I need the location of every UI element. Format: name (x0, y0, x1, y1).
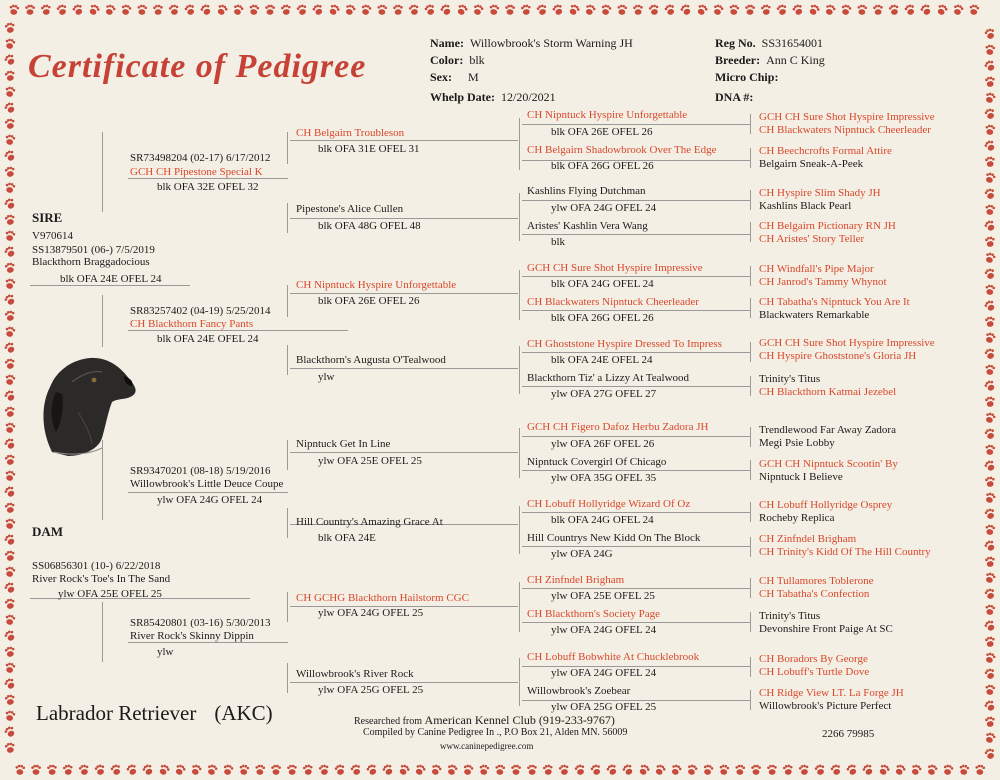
pedigree-entry: CH GCHG Blackthorn Hailstorm CGC (296, 592, 469, 604)
pedigree-entry: ylw OFA 35G OFEL 35 (551, 472, 657, 484)
labrador-portrait (32, 352, 140, 460)
pedigree-entry: CH Nipntuck Hyspire Unforgettable (296, 279, 457, 291)
pedigree-entry: CH Hyspire Ghoststone's Gloria JH (759, 350, 917, 362)
pedigree-entry: CH Belgairn Pictionary RN JH (759, 220, 896, 232)
whelp-date-field: Whelp Date: 12/20/2021 (430, 90, 556, 104)
pedigree-entry: Willowbrook's Little Deuce Coupe (130, 478, 284, 490)
pedigree-entry: blk OFA 26G OFEL 26 (551, 312, 654, 324)
pedigree-entry: Megi Psie Lobby (759, 437, 835, 449)
pedigree-entry: blk OFA 26E OFEL 26 (318, 295, 420, 307)
pedigree-entry: Willowbrook's Zoebear (527, 685, 631, 697)
pedigree-entry: ylw OFA 24G (551, 548, 613, 560)
pedigree-entry: Blackthorn Tiz' a Lizzy At Tealwood (527, 372, 690, 384)
pedigree-entry: Nipntuck I Believe (759, 471, 843, 483)
pedigree-entry: GCH CH Sure Shot Hyspire Impressive (527, 262, 703, 274)
pedigree-entry: Blackthorn's Augusta O'Tealwood (296, 354, 446, 366)
pedigree-entry: CH Lobuff's Turtle Dove (759, 666, 870, 678)
pedigree-entry: Pipestone's Alice Cullen (296, 203, 404, 215)
pedigree-entry: CH Boradors By George (759, 653, 868, 665)
pedigree-entry: CH Aristes' Story Teller (759, 233, 865, 245)
breeder-field: Breeder: Ann C King (715, 53, 825, 67)
pedigree-entry: ylw OFA 27G OFEL 27 (551, 388, 657, 400)
research-source: Researched from American Kennel Club (919-233-9767) (354, 713, 615, 727)
name-field: Name: Willowbrook's Storm Warning JH (430, 36, 633, 50)
pedigree-entry: CH Trinity's Kidd Of The Hill Country (759, 546, 931, 558)
pedigree-entry: GCH CH Pipestone Special K (130, 166, 263, 178)
pedigree-entry: Blackthorn Braggadocious (32, 256, 150, 268)
pedigree-entry: Blackwaters Remarkable (759, 309, 870, 321)
pedigree-entry: ylw OFA 24G OFEL 24 (551, 202, 657, 214)
pedigree-entry: Willowbrook's Picture Perfect (759, 700, 892, 712)
pedigree-entry: SS13879501 (06-) 7/5/2019 (32, 244, 155, 256)
pedigree-entry: ylw OFA 24G OFEL 25 (318, 607, 424, 619)
pedigree-entry: CH Lobuff Hollyridge Wizard Of Oz (527, 498, 691, 510)
pedigree-entry: blk OFA 32E OFEL 32 (157, 181, 259, 193)
pedigree-entry: Nipntuck Get In Line (296, 438, 391, 450)
pedigree-entry: Hill Country's Amazing Grace At (296, 516, 443, 528)
pedigree-entry: CH Blackthorn Fancy Pants (130, 318, 254, 330)
pedigree-entry: blk OFA 31E OFEL 31 (318, 143, 420, 155)
pedigree-entry: ylw OFA 25G OFEL 25 (318, 684, 424, 696)
compiled-by: Compiled by Canine Pedigree In ., P.O Box 21, Alden MN. 56009 (363, 727, 628, 738)
pedigree-entry: SS06856301 (10-) 6/22/2018 (32, 560, 161, 572)
pedigree-entry: CH Tullamores Toblerone (759, 575, 874, 587)
pedigree-entry: CH Lobuff Bobwhite At Chucklebrook (527, 651, 700, 663)
pedigree-entry: blk OFA 24E OFEL 24 (60, 273, 162, 285)
pedigree-entry: SR93470201 (08-18) 5/19/2016 (130, 465, 271, 477)
pedigree-entry: Belgairn Sneak-A-Peek (759, 158, 864, 170)
pedigree-entry: blk OFA 24E OFEL 24 (157, 333, 259, 345)
pedigree-entry: blk OFA 26G OFEL 26 (551, 160, 654, 172)
pedigree-entry: ylw (157, 646, 174, 658)
sex-field: Sex: M (430, 70, 479, 84)
pedigree-entry: blk OFA 24G OFEL 24 (551, 514, 654, 526)
pedigree-entry: CH Belgairn Shadowbrook Over The Edge (527, 144, 717, 156)
pedigree-entry: CH Ghoststone Hyspire Dressed To Impress (527, 338, 722, 350)
sire-label: SIRE (32, 210, 63, 225)
pedigree-entry: River Rock's Skinny Dippin (130, 630, 254, 642)
pedigree-entry: CH Beechcrofts Formal Attire (759, 145, 892, 157)
pedigree-entry: CH Hyspire Slim Shady JH (759, 187, 881, 199)
pedigree-entry: blk OFA 48G OFEL 48 (318, 220, 421, 232)
pedigree-entry: SR73498204 (02-17) 6/17/2012 (130, 152, 271, 164)
dam-label: DAM (32, 524, 64, 539)
pedigree-entry: Trinity's Titus (759, 373, 821, 385)
pedigree-entry: CH Janrod's Tammy Whynot (759, 276, 887, 288)
pedigree-entry: blk OFA 26E OFEL 26 (551, 126, 653, 138)
document-number: 2266 79985 (822, 728, 875, 740)
reg-no-field: Reg No. SS31654001 (715, 36, 824, 50)
dna-field: DNA #: (715, 90, 754, 104)
pedigree-entry: Kashlins Flying Dutchman (527, 185, 646, 197)
pedigree-entry: Trinity's Titus (759, 610, 821, 622)
pedigree-entry: ylw OFA 26F OFEL 26 (551, 438, 655, 450)
pedigree-entry: ylw OFA 25E OFEL 25 (58, 588, 162, 600)
pedigree-entry: Trendlewood Far Away Zadora (759, 424, 896, 436)
pedigree-entry: ylw OFA 25E OFEL 25 (551, 590, 655, 602)
pedigree-entry: blk OFA 24E (318, 532, 376, 544)
pedigree-entry: V970614 (32, 230, 73, 242)
pedigree-entry: GCH CH Figero Dafoz Herbu Zadora JH (527, 421, 709, 433)
pedigree-entry: CH Tabatha's Nipntuck You Are It (759, 296, 910, 308)
pedigree-entry: Aristes' Kashlin Vera Wang (527, 220, 648, 232)
pedigree-entry: ylw OFA 24G OFEL 24 (157, 494, 263, 506)
website: www.caninepedigree.com (440, 741, 534, 751)
pedigree-entry: Kashlins Black Pearl (759, 200, 852, 212)
pedigree-entry: CH Blackwaters Nipntuck Cheerleader (527, 296, 699, 308)
pedigree-entry: SR85420801 (03-16) 5/30/2013 (130, 617, 271, 629)
pedigree-entry: Hill Countrys New Kidd On The Block (527, 532, 701, 544)
breed-label: Labrador Retriever (AKC) (36, 701, 273, 725)
pedigree-entry: ylw OFA 25E OFEL 25 (318, 455, 422, 467)
pedigree-entry: GCH CH Sure Shot Hyspire Impressive (759, 337, 935, 349)
pedigree-entry: blk OFA 24E OFEL 24 (551, 354, 653, 366)
pedigree-entry: CH Lobuff Hollyridge Osprey (759, 499, 893, 511)
pedigree-entry: CH Windfall's Pipe Major (759, 263, 874, 275)
micro-chip-field: Micro Chip: (715, 70, 779, 84)
color-field: Color: blk (430, 53, 485, 67)
pedigree-entry: ylw OFA 24G OFEL 24 (551, 624, 657, 636)
pedigree-entry: CH Zinfndel Brigham (759, 533, 857, 545)
pedigree-entry: ylw (318, 371, 335, 383)
pedigree-entry: blk (551, 236, 566, 248)
pedigree-entry: CH Blackthorn Katmai Jezebel (759, 386, 897, 398)
pedigree-entry: CH Blackthorn's Society Page (527, 608, 661, 620)
certificate-title: Certificate of Pedigree (28, 48, 367, 85)
pedigree-entry: CH Tabatha's Confection (759, 588, 870, 600)
pedigree-entry: CH Zinfndel Brigham (527, 574, 625, 586)
pedigree-entry: CH Ridge View LT. La Forge JH (759, 687, 904, 699)
pedigree-entry: Willowbrook's River Rock (296, 668, 414, 680)
pedigree-entry: ylw OFA 24G OFEL 24 (551, 667, 657, 679)
pedigree-entry: Devonshire Front Paige At SC (759, 623, 893, 635)
pedigree-entry: ylw OFA 25G OFEL 25 (551, 701, 657, 713)
pedigree-entry: blk OFA 24G OFEL 24 (551, 278, 654, 290)
pedigree-entry: River Rock's Toe's In The Sand (32, 573, 171, 585)
pedigree-entry: CH Nipntuck Hyspire Unforgettable (527, 109, 688, 121)
pedigree-entry: Rocheby Replica (759, 512, 835, 524)
pedigree-entry: SR83257402 (04-19) 5/25/2014 (130, 305, 271, 317)
pedigree-entry: Nipntuck Covergirl Of Chicago (527, 456, 667, 468)
pedigree-entry: GCH CH Nipntuck Scootin' By (759, 458, 898, 470)
pedigree-entry: CH Blackwaters Nipntuck Cheerleader (759, 124, 931, 136)
pedigree-entry: GCH CH Sure Shot Hyspire Impressive (759, 111, 935, 123)
pedigree-entry: CH Belgairn Troubleson (296, 127, 405, 139)
